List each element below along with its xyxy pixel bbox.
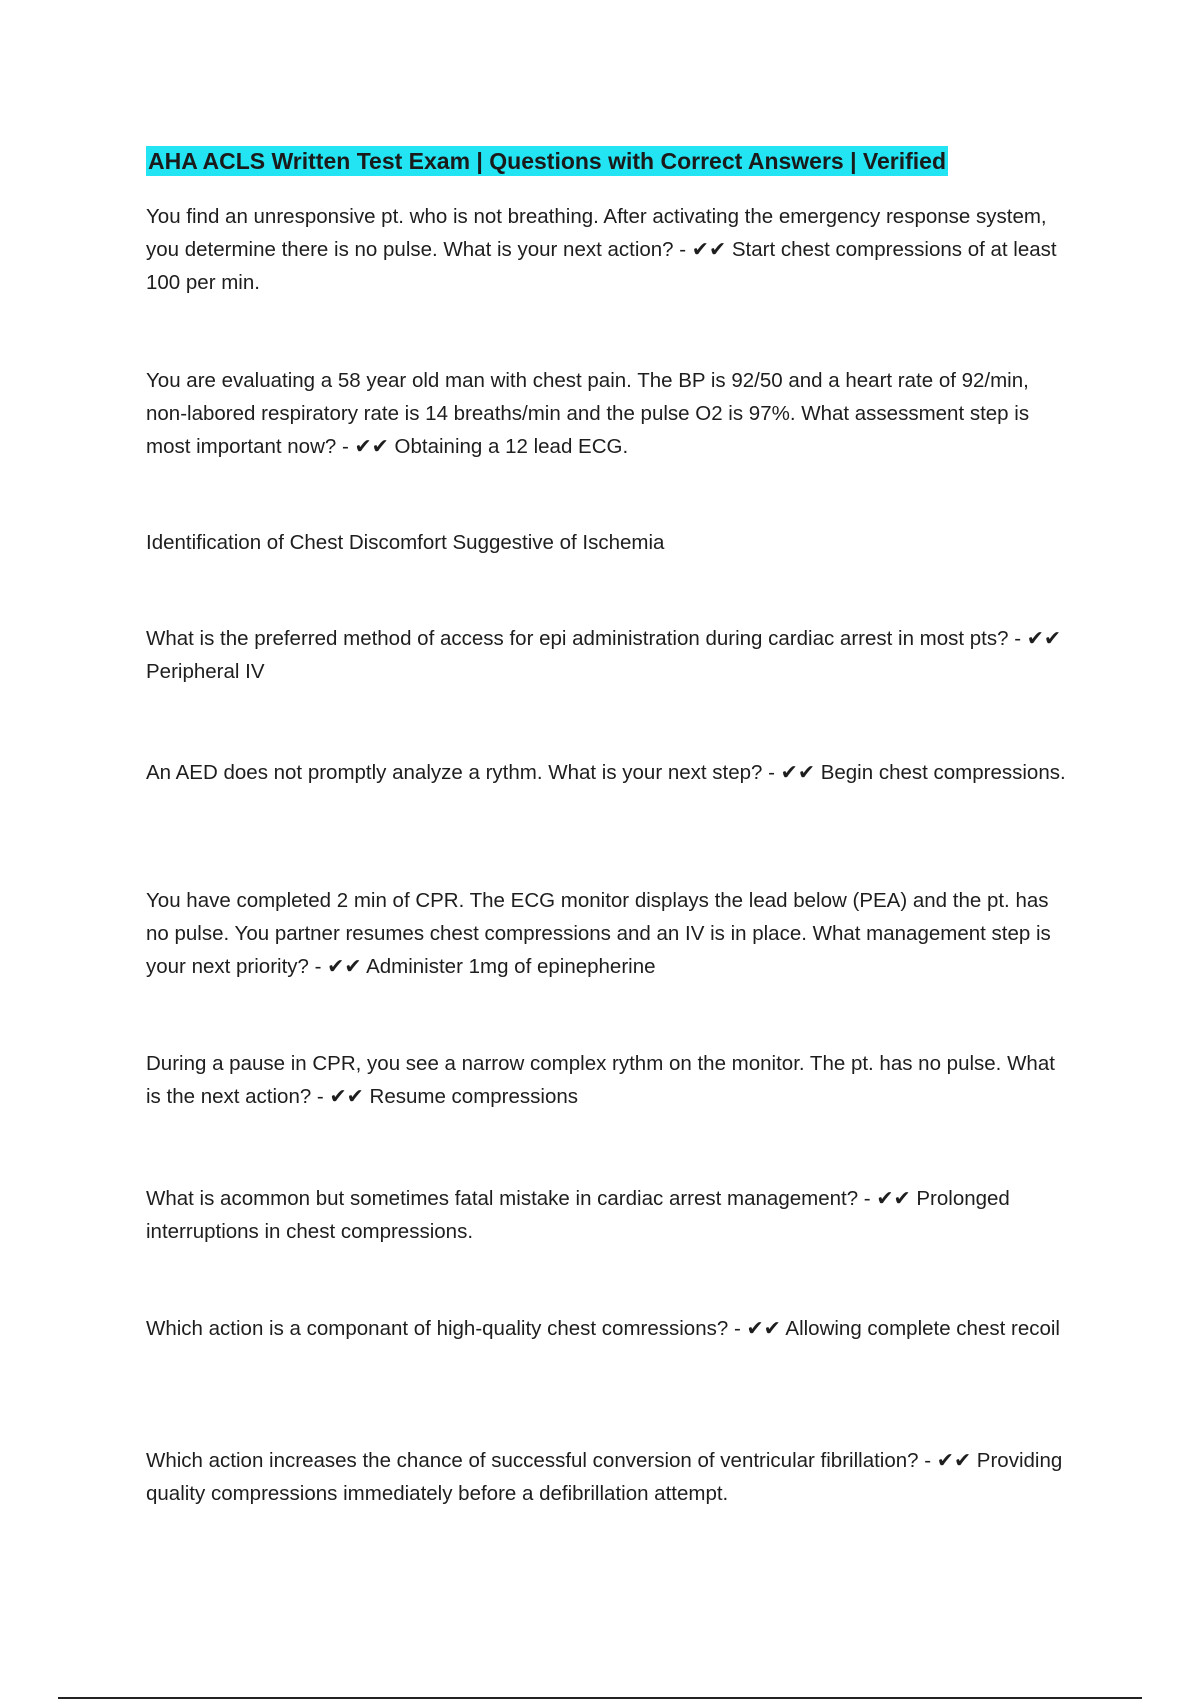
qa-entry-7: What is acommon but sometimes fatal mistake in cardiac arrest management? - ✔✔ Prolonged interruptions in chest compressions.: [146, 1187, 1010, 1243]
qa-entry-8: Which action is a componant of high-quality chest comressions? - ✔✔ Allowing complete chest recoil: [146, 1317, 1060, 1340]
footer-divider: [58, 1697, 1142, 1699]
qa-entry-9: Which action increases the chance of successful conversion of ventricular fibrillation? - ✔✔ Providing quality compressions immediately before a defibrillation attempt.: [146, 1449, 1063, 1505]
qa-entry-6: During a pause in CPR, you see a narrow complex rythm on the monitor. The pt. has no pulse. What is the next action? - ✔✔ Resume compressions: [146, 1052, 1055, 1108]
qa-entry-1: You find an unresponsive pt. who is not breathing. After activating the emergency response system, you determine there is no pulse. What is your next action? - ✔✔ Start chest compressions of at least 100 per min.: [146, 205, 1057, 294]
qa-entry-4: An AED does not promptly analyze a rythm. What is your next step? - ✔✔ Begin chest compressions.: [146, 761, 1066, 784]
qa-entry-3: What is the preferred method of access for epi administration during cardiac arrest in most pts? - ✔✔ Peripheral IV: [146, 627, 1062, 683]
qa-entry-5: You have completed 2 min of CPR. The ECG monitor displays the lead below (PEA) and the pt. has no pulse. You partner resumes chest compressions and an IV is in place. What management step is your next priority? - ✔✔ Administer 1mg of epinepherine: [146, 889, 1051, 978]
document-title: AHA ACLS Written Test Exam | Questions with Correct Answers | Verified: [148, 148, 947, 174]
section-heading: Identification of Chest Discomfort Suggestive of Ischemia: [146, 531, 665, 554]
title-block: [146, 146, 1066, 176]
qa-entry-2: You are evaluating a 58 year old man with chest pain. The BP is 92/50 and a heart rate of 92/min, non-labored respiratory rate is 14 breaths/min and the pulse O2 is 97%. What assessment step is most important now? - ✔✔ Obtaining a 12 lead ECG.: [146, 369, 1030, 458]
